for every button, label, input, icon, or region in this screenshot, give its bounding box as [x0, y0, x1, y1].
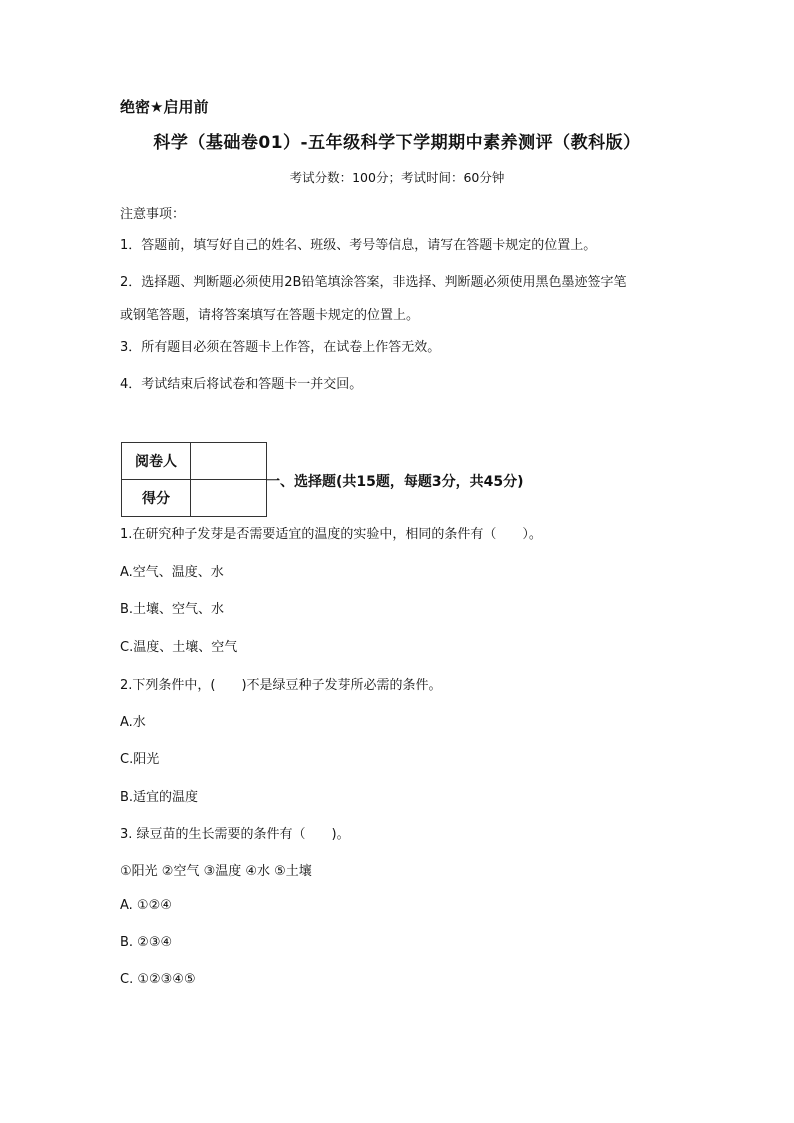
- notice-item: 2．选择题、判断题必须使用2B铅笔填涂答案，非选择、判断题必须使用黑色墨迹签字笔: [120, 275, 627, 290]
- reviewer-label: 阅卷人: [122, 443, 191, 480]
- score-cell: [191, 480, 267, 517]
- reviewer-cell: [191, 443, 267, 480]
- question-stem: 1.在研究种子发芽是否需要适宜的温度的实验中，相同的条件有（ ）。: [120, 527, 542, 542]
- question-option: C.阳光: [120, 752, 160, 767]
- question-option: B.土壤、空气、水: [120, 602, 225, 617]
- notice-item: 1．答题前，填写好自己的姓名、班级、考号等信息，请写在答题卡规定的位置上。: [120, 238, 597, 253]
- question-option: C.温度、土壤、空气: [120, 640, 238, 655]
- question-option: B.适宜的温度: [120, 790, 199, 805]
- question-conditions: ①阳光 ②空气 ③温度 ④水 ⑤土壤: [120, 864, 312, 879]
- notice-item: 4．考试结束后将试卷和答题卡一并交回。: [120, 377, 363, 392]
- question-stem: 3. 绿豆苗的生长需要的条件有（ )。: [120, 827, 350, 842]
- notice-heading: 注意事项：: [120, 207, 186, 222]
- question-option: B. ②③④: [120, 935, 173, 950]
- score-label: 得分: [122, 480, 191, 517]
- notice-item: 或钢笔答题，请将答案填写在答题卡规定的位置上。: [120, 308, 420, 323]
- question-option: A.空气、温度、水: [120, 565, 224, 580]
- exam-info: 考试分数：100分；考试时间：60分钟: [289, 170, 505, 185]
- notice-item: 3．所有题目必须在答题卡上作答，在试卷上作答无效。: [120, 340, 441, 355]
- question-option: C. ①②③④⑤: [120, 972, 196, 987]
- section-heading: 一、选择题(共15题，每题3分，共45分): [266, 474, 524, 490]
- score-table: [121, 442, 267, 517]
- page-title: 科学（基础卷01）-五年级科学下学期期中素养测评（教科版）: [153, 133, 641, 153]
- question-option: A. ①②④: [120, 898, 172, 913]
- question-stem: 2.下列条件中，( )不是绿豆种子发芽所必需的条件。: [120, 678, 442, 693]
- question-option: A.水: [120, 715, 146, 730]
- secret-mark: 绝密★启用前: [120, 98, 209, 116]
